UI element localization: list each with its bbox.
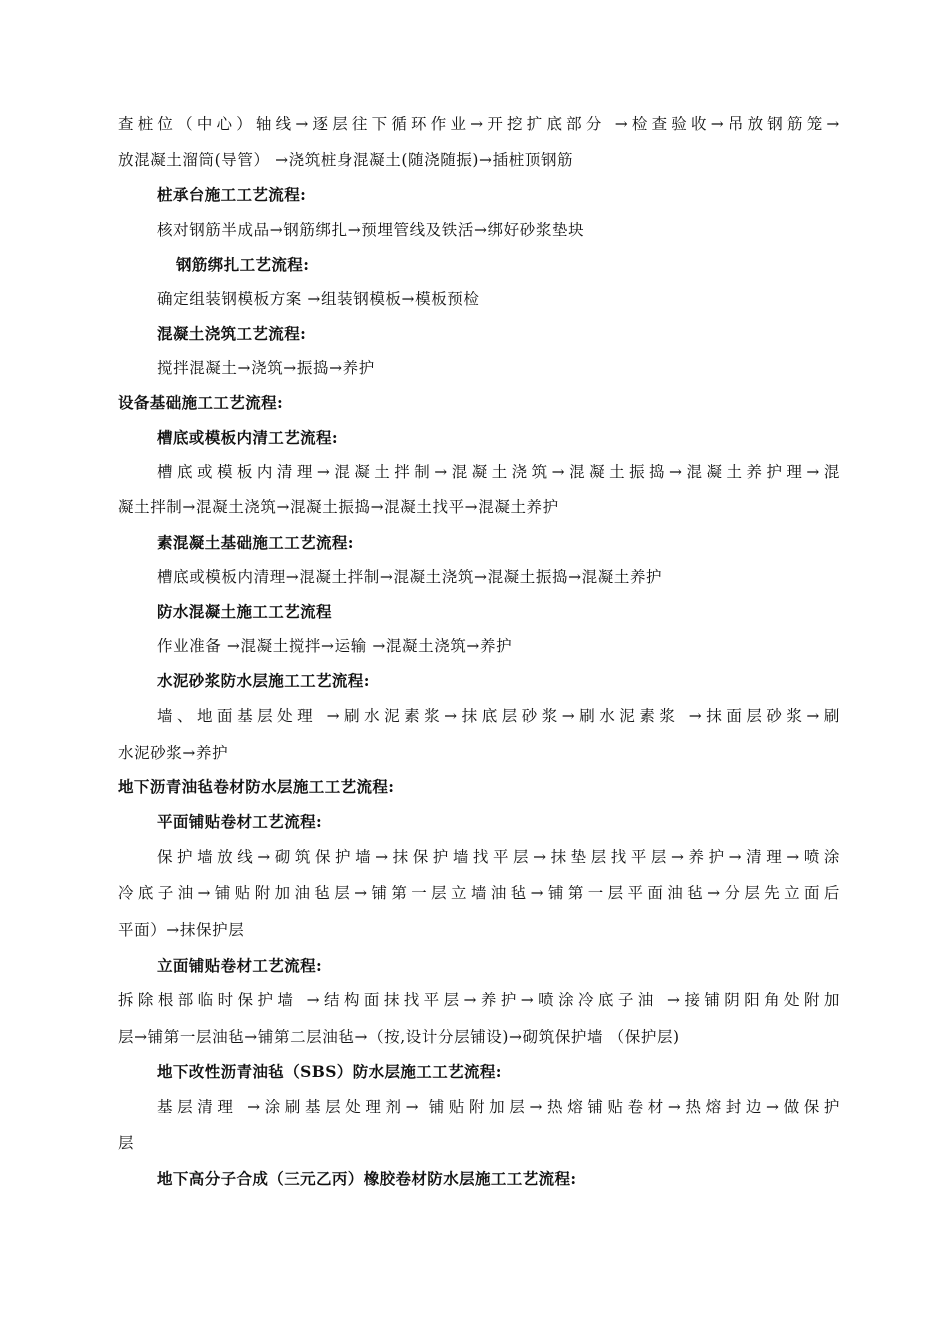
section-heading: 混凝土浇筑工艺流程:: [157, 324, 307, 343]
section-heading: 素混凝土基础施工工艺流程:: [157, 533, 354, 552]
section-heading: 地下沥青油毡卷材防水层施工工艺流程:: [118, 777, 395, 796]
section-heading: 设备基础施工工艺流程:: [118, 393, 284, 412]
text-line: 槽底或模板内清理→混凝土拌制→混凝土浇筑→混凝土振捣→混凝土养护理→混: [157, 463, 840, 481]
text-line: 作业准备 →混凝土搅拌→运输 →混凝土浇筑→养护: [157, 637, 513, 655]
section-heading: 平面铺贴卷材工艺流程:: [157, 812, 323, 831]
text-line: 层: [118, 1134, 135, 1152]
section-heading: 地下改性沥青油毡（SBS）防水层施工工艺流程:: [157, 1062, 502, 1081]
section-heading: 立面铺贴卷材工艺流程:: [157, 956, 323, 975]
text-line: 确定组装钢模板方案 →组装钢模板→模板预检: [157, 290, 480, 308]
text-line: 放混凝土溜筒(导管） →浇筑桩身混凝土(随浇随振)→插桩顶钢筋: [118, 151, 574, 169]
text-line: 冷底子油→铺贴附加油毡层→铺第一层立墙油毡→铺第一层平面油毡→分层先立面后: [118, 884, 840, 902]
text-line: 水泥砂浆→养护: [118, 744, 229, 762]
text-line: 槽底或模板内清理→混凝土拌制→混凝土浇筑→混凝土振捣→混凝土养护: [157, 568, 663, 586]
text-line: 查桩位（中心）轴线→逐层往下循环作业→开挖扩底部分 →检查验收→吊放钢筋笼→: [118, 115, 840, 133]
text-line: 层→铺第一层油毡→铺第二层油毡→（按,设计分层铺设)→砌筑保护墙 （保护层): [118, 1028, 680, 1046]
section-heading: 水泥砂浆防水层施工工艺流程:: [157, 671, 370, 690]
section-heading: 桩承台施工工艺流程:: [157, 185, 307, 204]
text-line: 平面）→抹保护层: [118, 921, 245, 939]
text-line: 保护墙放线→砌筑保护墙→抹保护墙找平层→抹垫层找平层→养护→清理→喷涂: [157, 848, 840, 866]
text-line: 搅拌混凝土→浇筑→振捣→养护: [157, 359, 375, 377]
text-line: 基层清理 →涂刷基层处理剂→ 铺贴附加层→热熔铺贴卷材→热熔封边→做保护: [157, 1098, 840, 1116]
text-line: 凝土拌制→混凝土浇筑→混凝土振捣→混凝土找平→混凝土养护: [118, 498, 559, 516]
section-heading: 防水混凝土施工工艺流程: [157, 602, 332, 621]
section-heading: 槽底或模板内清工艺流程:: [157, 428, 339, 447]
text-line: 拆除根部临时保护墙 →结构面抹找平层→养护→喷涂冷底子油 →接铺阴阳角处附加: [118, 991, 840, 1009]
section-heading: 钢筋绑扎工艺流程:: [176, 255, 310, 274]
section-heading: 地下高分子合成（三元乙丙）橡胶卷材防水层施工工艺流程:: [157, 1169, 577, 1188]
text-line: 墙、地面基层处理 →刷水泥素浆→抹底层砂浆→刷水泥素浆 →抹面层砂浆→刷: [157, 707, 840, 725]
text-line: 核对钢筋半成品→钢筋绑扎→预埋管线及铁活→绑好砂浆垫块: [157, 221, 585, 239]
